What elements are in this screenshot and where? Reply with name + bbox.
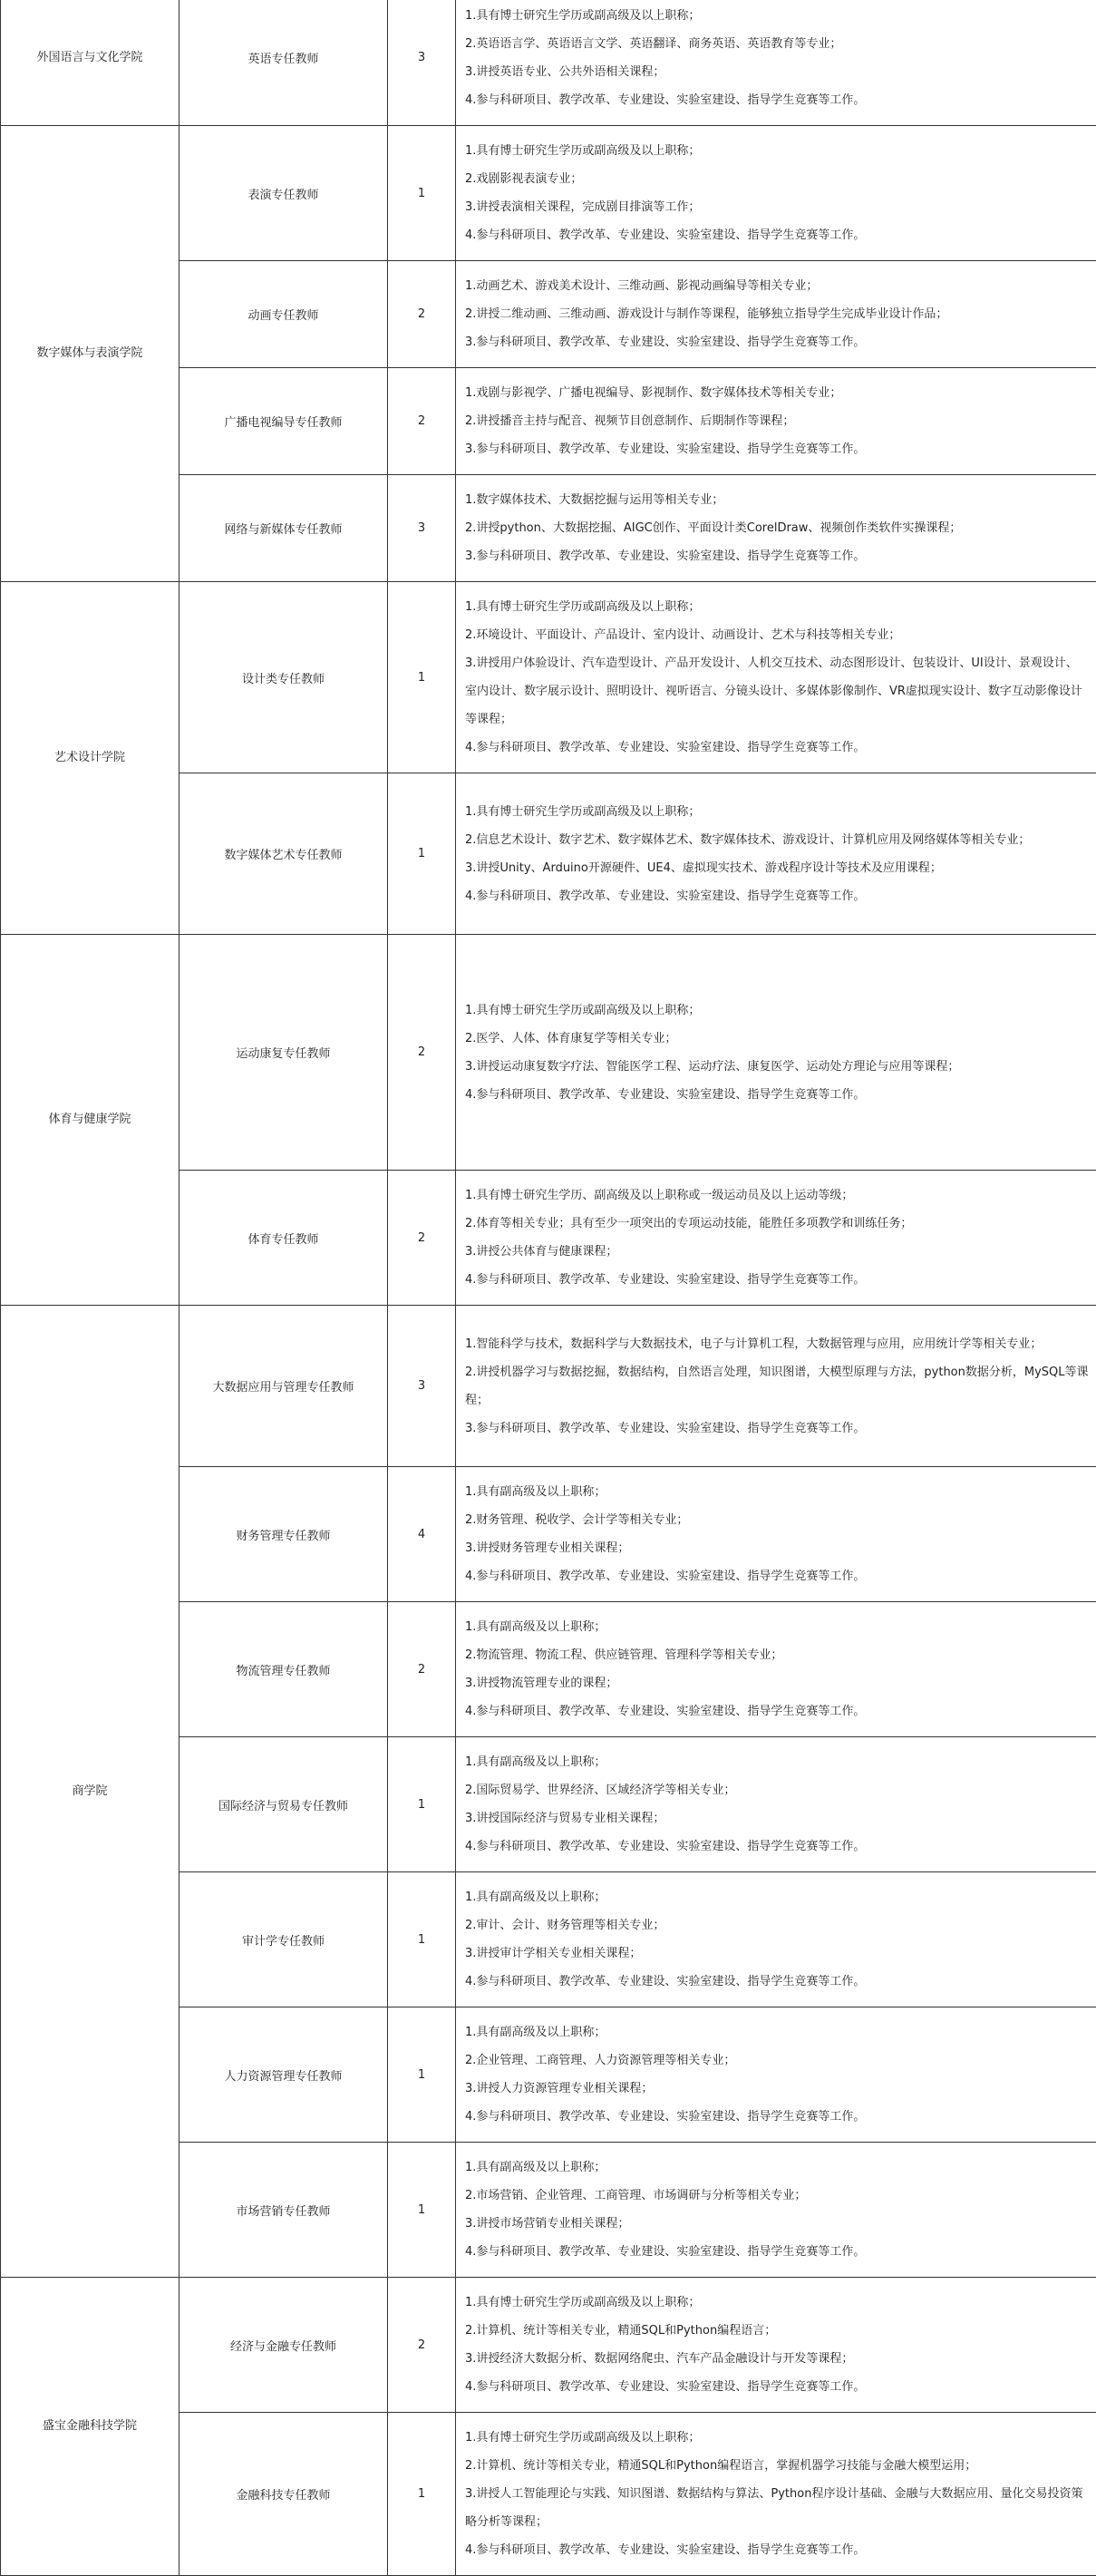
requirement-line: 1.具有博士研究生学历或副高级及以上职称； [465, 996, 1089, 1025]
requirement-line: 1.具有博士研究生学历或副高级及以上职称； [465, 2424, 1089, 2452]
requirement-line: 1.具有副高级及以上职称； [465, 1748, 1089, 1776]
requirement-line: 3.参与科研项目、教学改革、专业建设、实验室建设、指导学生竞赛等工作。 [465, 542, 1089, 570]
requirement-line: 2.讲授二维动画、三维动画、游戏设计与制作等课程，能够独立指导学生完成毕业设计作品； [465, 300, 1089, 328]
requirements-cell [456, 0, 1096, 126]
requirement-line: 4.参与科研项目、教学改革、专业建设、实验室建设、指导学生竞赛等工作。 [465, 2238, 1089, 2266]
headcount-cell: 3 [388, 475, 456, 582]
requirement-line: 3.讲授经济大数据分析、数据网络爬虫、汽车产品金融设计与开发等课程； [465, 2345, 1089, 2373]
requirement-line: 3.讲授审计学相关专业相关课程； [465, 1939, 1089, 1968]
requirement-line: 1.具有副高级及以上职称； [465, 1613, 1089, 1641]
college-cell: 商学院 [1, 1306, 179, 2278]
requirement-line: 4.参与科研项目、教学改革、专业建设、实验室建设、指导学生竞赛等工作。 [465, 734, 1089, 762]
requirement-line: 2.计算机、统计等相关专业，精通SQL和Python编程语言； [465, 2317, 1089, 2345]
requirements-cell [456, 126, 1096, 261]
requirement-line: 2.计算机、统计等相关专业，精通SQL和Python编程语言，掌握机器学习技能与金融大模型运用； [465, 2452, 1089, 2480]
requirement-line: 4.参与科研项目、教学改革、专业建设、实验室建设、指导学生竞赛等工作。 [465, 2373, 1089, 2401]
requirement-line: 1.动画艺术、游戏美术设计、三维动画、影视动画编导等相关专业； [465, 272, 1089, 300]
requirement-line: 3.讲授人工智能理论与实践、知识图谱、数据结构与算法、Python程序设计基础、金融与大数据应用、量化交易投资策略分析等课程； [465, 2480, 1089, 2536]
college-cell: 体育与健康学院 [1, 935, 179, 1306]
position-cell: 动画专任教师 [179, 261, 388, 368]
requirement-line: 3.讲授英语专业、公共外语相关课程； [465, 58, 1089, 86]
requirement-line: 3.参与科研项目、教学改革、专业建设、实验室建设、指导学生竞赛等工作。 [465, 328, 1089, 356]
requirements-cell [456, 773, 1096, 935]
headcount-cell: 2 [388, 1171, 456, 1306]
position-cell: 人力资源管理专任教师 [179, 2007, 388, 2143]
requirement-line: 4.参与科研项目、教学改革、专业建设、实验室建设、指导学生竞赛等工作。 [465, 2103, 1089, 2131]
requirements-cell [456, 2143, 1096, 2278]
position-cell: 网络与新媒体专任教师 [179, 475, 388, 582]
position-cell: 市场营销专任教师 [179, 2143, 388, 2278]
requirement-line: 1.具有副高级及以上职称； [465, 2153, 1089, 2182]
headcount-cell: 1 [388, 582, 456, 773]
requirement-line: 4.参与科研项目、教学改革、专业建设、实验室建设、指导学生竞赛等工作。 [465, 221, 1089, 249]
position-cell: 表演专任教师 [179, 126, 388, 261]
requirement-line: 3.讲授国际经济与贸易专业相关课程； [465, 1804, 1089, 1832]
requirement-line: 1.具有博士研究生学历或副高级及以上职称； [465, 2, 1089, 30]
requirement-line: 2.物流管理、物流工程、供应链管理、管理科学等相关专业； [465, 1641, 1089, 1669]
requirement-line: 3.讲授运动康复数字疗法、智能医学工程、运动疗法、康复医学、运动处方理论与应用等课程； [465, 1053, 1089, 1081]
headcount-cell: 3 [388, 1306, 456, 1467]
requirements-cell [456, 1872, 1096, 2007]
position-cell: 大数据应用与管理专任教师 [179, 1306, 388, 1467]
requirement-line: 4.参与科研项目、教学改革、专业建设、实验室建设、指导学生竞赛等工作。 [465, 1832, 1089, 1861]
requirement-line: 4.参与科研项目、教学改革、专业建设、实验室建设、指导学生竞赛等工作。 [465, 882, 1089, 910]
college-cell: 外国语言与文化学院 [1, 0, 179, 126]
requirement-line: 3.讲授Unity、Arduino开源硬件、UE4、虚拟现实技术、游戏程序设计等技术及应用课程； [465, 854, 1089, 882]
requirements-cell [456, 1306, 1096, 1467]
position-cell: 数字媒体艺术专任教师 [179, 773, 388, 935]
position-cell: 国际经济与贸易专任教师 [179, 1737, 388, 1872]
requirement-line: 4.参与科研项目、教学改革、专业建设、实验室建设、指导学生竞赛等工作。 [465, 86, 1089, 114]
requirement-line: 3.参与科研项目、教学改革、专业建设、实验室建设、指导学生竞赛等工作。 [465, 1414, 1089, 1443]
requirements-cell [456, 1737, 1096, 1872]
position-cell: 物流管理专任教师 [179, 1602, 388, 1737]
college-cell: 盛宝金融科技学院 [1, 2278, 179, 2576]
table-row [1, 1306, 1096, 1467]
requirement-line: 3.讲授人力资源管理专业相关课程； [465, 2075, 1089, 2103]
headcount-cell: 3 [388, 0, 456, 126]
requirement-line: 2.市场营销、企业管理、工商管理、市场调研与分析等相关专业； [465, 2182, 1089, 2210]
requirements-cell [456, 582, 1096, 773]
requirements-cell [456, 368, 1096, 475]
headcount-cell: 2 [388, 261, 456, 368]
headcount-cell: 2 [388, 1602, 456, 1737]
requirement-line: 2.国际贸易学、世界经济、区域经济学等相关专业； [465, 1776, 1089, 1804]
requirements-cell [456, 2278, 1096, 2413]
position-cell: 审计学专任教师 [179, 1872, 388, 2007]
requirements-cell [456, 2413, 1096, 2576]
table-row [1, 2278, 1096, 2413]
table-row [1, 582, 1096, 773]
requirements-cell [456, 475, 1096, 582]
requirements-cell [456, 935, 1096, 1171]
requirement-line: 1.智能科学与技术，数据科学与大数据技术，电子与计算机工程，大数据管理与应用，应用统计学等相关专业； [465, 1330, 1089, 1358]
headcount-cell: 2 [388, 368, 456, 475]
requirement-line: 3.讲授表演相关课程，完成剧目排演等工作； [465, 193, 1089, 221]
headcount-cell: 1 [388, 1872, 456, 2007]
requirement-line: 4.参与科研项目、教学改革、专业建设、实验室建设、指导学生竞赛等工作。 [465, 1266, 1089, 1294]
requirement-line: 2.信息艺术设计、数字艺术、数字媒体艺术、数字媒体技术、游戏设计、计算机应用及网络媒体等相关专业； [465, 826, 1089, 854]
position-cell: 财务管理专任教师 [179, 1467, 388, 1602]
headcount-cell: 2 [388, 935, 456, 1171]
headcount-cell: 1 [388, 773, 456, 935]
table-row [1, 126, 1096, 261]
requirement-line: 2.医学、人体、体育康复学等相关专业； [465, 1025, 1089, 1053]
headcount-cell: 1 [388, 2143, 456, 2278]
requirement-line: 2.讲授python、大数据挖掘、AIGC创作、平面设计类CorelDraw、视频创作类软件实操课程； [465, 514, 1089, 542]
position-cell: 英语专任教师 [179, 0, 388, 126]
table-body [1, 0, 1096, 2576]
requirement-line: 4.参与科研项目、教学改革、专业建设、实验室建设、指导学生竞赛等工作。 [465, 1968, 1089, 1996]
requirement-line: 2.体育等相关专业；具有至少一项突出的专项运动技能，能胜任多项教学和训练任务； [465, 1210, 1089, 1238]
requirement-line: 3.参与科研项目、教学改革、专业建设、实验室建设、指导学生竞赛等工作。 [465, 435, 1089, 463]
requirement-line: 1.具有副高级及以上职称； [465, 2018, 1089, 2046]
requirement-line: 3.讲授公共体育与健康课程； [465, 1238, 1089, 1266]
requirement-line: 1.戏剧与影视学、广播电视编导、影视制作、数字媒体技术等相关专业； [465, 379, 1089, 407]
requirement-line: 1.具有副高级及以上职称； [465, 1883, 1089, 1911]
requirement-line: 2.审计、会计、财务管理等相关专业； [465, 1911, 1089, 1939]
requirement-line: 2.财务管理、税收学、会计学等相关专业； [465, 1506, 1089, 1534]
headcount-cell: 1 [388, 126, 456, 261]
requirement-line: 1.具有副高级及以上职称； [465, 1478, 1089, 1506]
position-cell: 体育专任教师 [179, 1171, 388, 1306]
college-cell: 数字媒体与表演学院 [1, 126, 179, 582]
position-cell: 设计类专任教师 [179, 582, 388, 773]
requirement-line: 4.参与科研项目、教学改革、专业建设、实验室建设、指导学生竞赛等工作。 [465, 1081, 1089, 1109]
requirement-line: 1.具有博士研究生学历、副高级及以上职称或一级运动员及以上运动等级； [465, 1181, 1089, 1210]
headcount-cell: 1 [388, 2413, 456, 2576]
headcount-cell: 2 [388, 2278, 456, 2413]
requirement-line: 2.企业管理、工商管理、人力资源管理等相关专业； [465, 2046, 1089, 2075]
requirements-cell [456, 261, 1096, 368]
requirement-line: 3.讲授物流管理专业的课程； [465, 1669, 1089, 1697]
requirement-line: 2.戏剧影视表演专业； [465, 165, 1089, 193]
requirements-cell [456, 2007, 1096, 2143]
requirement-line: 1.具有博士研究生学历或副高级及以上职称； [465, 2289, 1089, 2317]
requirement-line: 2.环境设计、平面设计、产品设计、室内设计、动画设计、艺术与科技等相关专业； [465, 621, 1089, 649]
requirement-line: 4.参与科研项目、教学改革、专业建设、实验室建设、指导学生竞赛等工作。 [465, 1697, 1089, 1725]
headcount-cell: 1 [388, 1737, 456, 1872]
requirement-line: 1.具有博士研究生学历或副高级及以上职称； [465, 798, 1089, 826]
requirement-line: 4.参与科研项目、教学改革、专业建设、实验室建设、指导学生竞赛等工作。 [465, 1562, 1089, 1590]
college-cell: 艺术设计学院 [1, 582, 179, 935]
requirement-line: 3.讲授市场营销专业相关课程； [465, 2210, 1089, 2238]
requirements-cell [456, 1602, 1096, 1737]
position-cell: 金融科技专任教师 [179, 2413, 388, 2576]
requirement-line: 2.英语语言学、英语语言文学、英语翻译、商务英语、英语教育等专业； [465, 30, 1089, 58]
table-row [1, 935, 1096, 1171]
headcount-cell: 4 [388, 1467, 456, 1602]
requirement-line: 1.数字媒体技术、大数据挖掘与运用等相关专业； [465, 486, 1089, 514]
requirement-line: 1.具有博士研究生学历或副高级及以上职称； [465, 593, 1089, 621]
table-row [1, 0, 1096, 126]
requirement-line: 3.讲授财务管理专业相关课程； [465, 1534, 1089, 1562]
requirements-cell [456, 1171, 1096, 1306]
headcount-cell: 1 [388, 2007, 456, 2143]
requirement-line: 2.讲授播音主持与配音、视频节目创意制作、后期制作等课程； [465, 407, 1089, 435]
position-cell: 经济与金融专任教师 [179, 2278, 388, 2413]
requirement-line: 1.具有博士研究生学历或副高级及以上职称； [465, 137, 1089, 165]
position-cell: 广播电视编导专任教师 [179, 368, 388, 475]
requirements-cell [456, 1467, 1096, 1602]
requirement-line: 3.讲授用户体验设计、汽车造型设计、产品开发设计、人机交互技术、动态图形设计、包装设计、UI设计、景观设计、室内设计、数字展示设计、照明设计、视听语言、分镜头设计、多媒体影像制作、VR虚拟现实设计、数字互动影像设计等课程； [465, 649, 1089, 734]
requirement-line: 4.参与科研项目、教学改革、专业建设、实验室建设、指导学生竞赛等工作。 [465, 2536, 1089, 2564]
position-cell: 运动康复专任教师 [179, 935, 388, 1171]
requirement-line: 2.讲授机器学习与数据挖掘，数据结构，自然语言处理，知识图谱，大模型原理与方法，python数据分析，MySQL等课程； [465, 1358, 1089, 1414]
